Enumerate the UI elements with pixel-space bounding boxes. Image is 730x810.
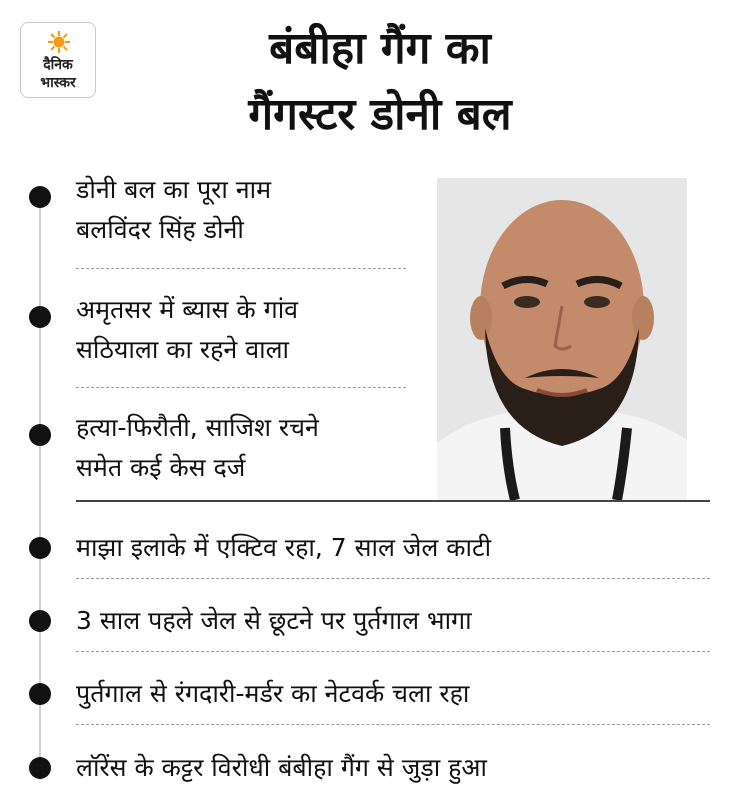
logo-text-line2: भास्कर [40,75,76,91]
fact-2-line1: अमृतसर में ब्यास के गांव [76,295,299,324]
bullet-dot-icon [29,757,51,779]
portrait-illustration [437,178,687,500]
separator [76,724,710,725]
separator [76,651,710,652]
fact-2-line2: सठियाला का रहने वाला [76,335,289,364]
separator [76,268,406,269]
fact-5-line1: 3 साल पहले जेल से छूटने पर पुर्तगाल भागा [76,606,472,635]
fact-6-line1: पुर्तगाल से रंगदारी-मर्डर का नेटवर्क चला रहा [76,679,470,708]
bullet-dot-icon [29,537,51,559]
headline-line1: बंबीहा गैंग का [269,23,491,74]
bullet-dot-icon [29,610,51,632]
separator [76,387,406,388]
separator [76,578,710,579]
logo-text-line1: दैनिक [43,57,73,73]
dainik-bhaskar-logo [20,22,96,98]
fact-7-line1: लॉरेंस के कट्टर विरोधी बंबीहा गैंग से जुड़ा हुआ [76,753,487,782]
fact-4-line1: माझा इलाके में एक्टिव रहा, 7 साल जेल काटी [76,533,492,562]
photo-bottom-rule [76,500,710,502]
bullet-dot-icon [29,683,51,705]
fact-1-line2: बलविंदर सिंह डोनी [76,215,244,244]
bullet-dot-icon [29,306,51,328]
fact-3-line1: हत्या-फिरौती, साजिश रचने [76,413,319,442]
bullet-dot-icon [29,424,51,446]
gangster-photo [437,178,687,500]
headline-line2: गैंगस्टर डोनी बल [248,89,512,140]
fact-3-line2: समेत कई केस दर्ज [76,453,246,482]
sun-icon [48,31,70,53]
fact-1-line1: डोनी बल का पूरा नाम [76,175,272,204]
bullet-dot-icon [29,186,51,208]
